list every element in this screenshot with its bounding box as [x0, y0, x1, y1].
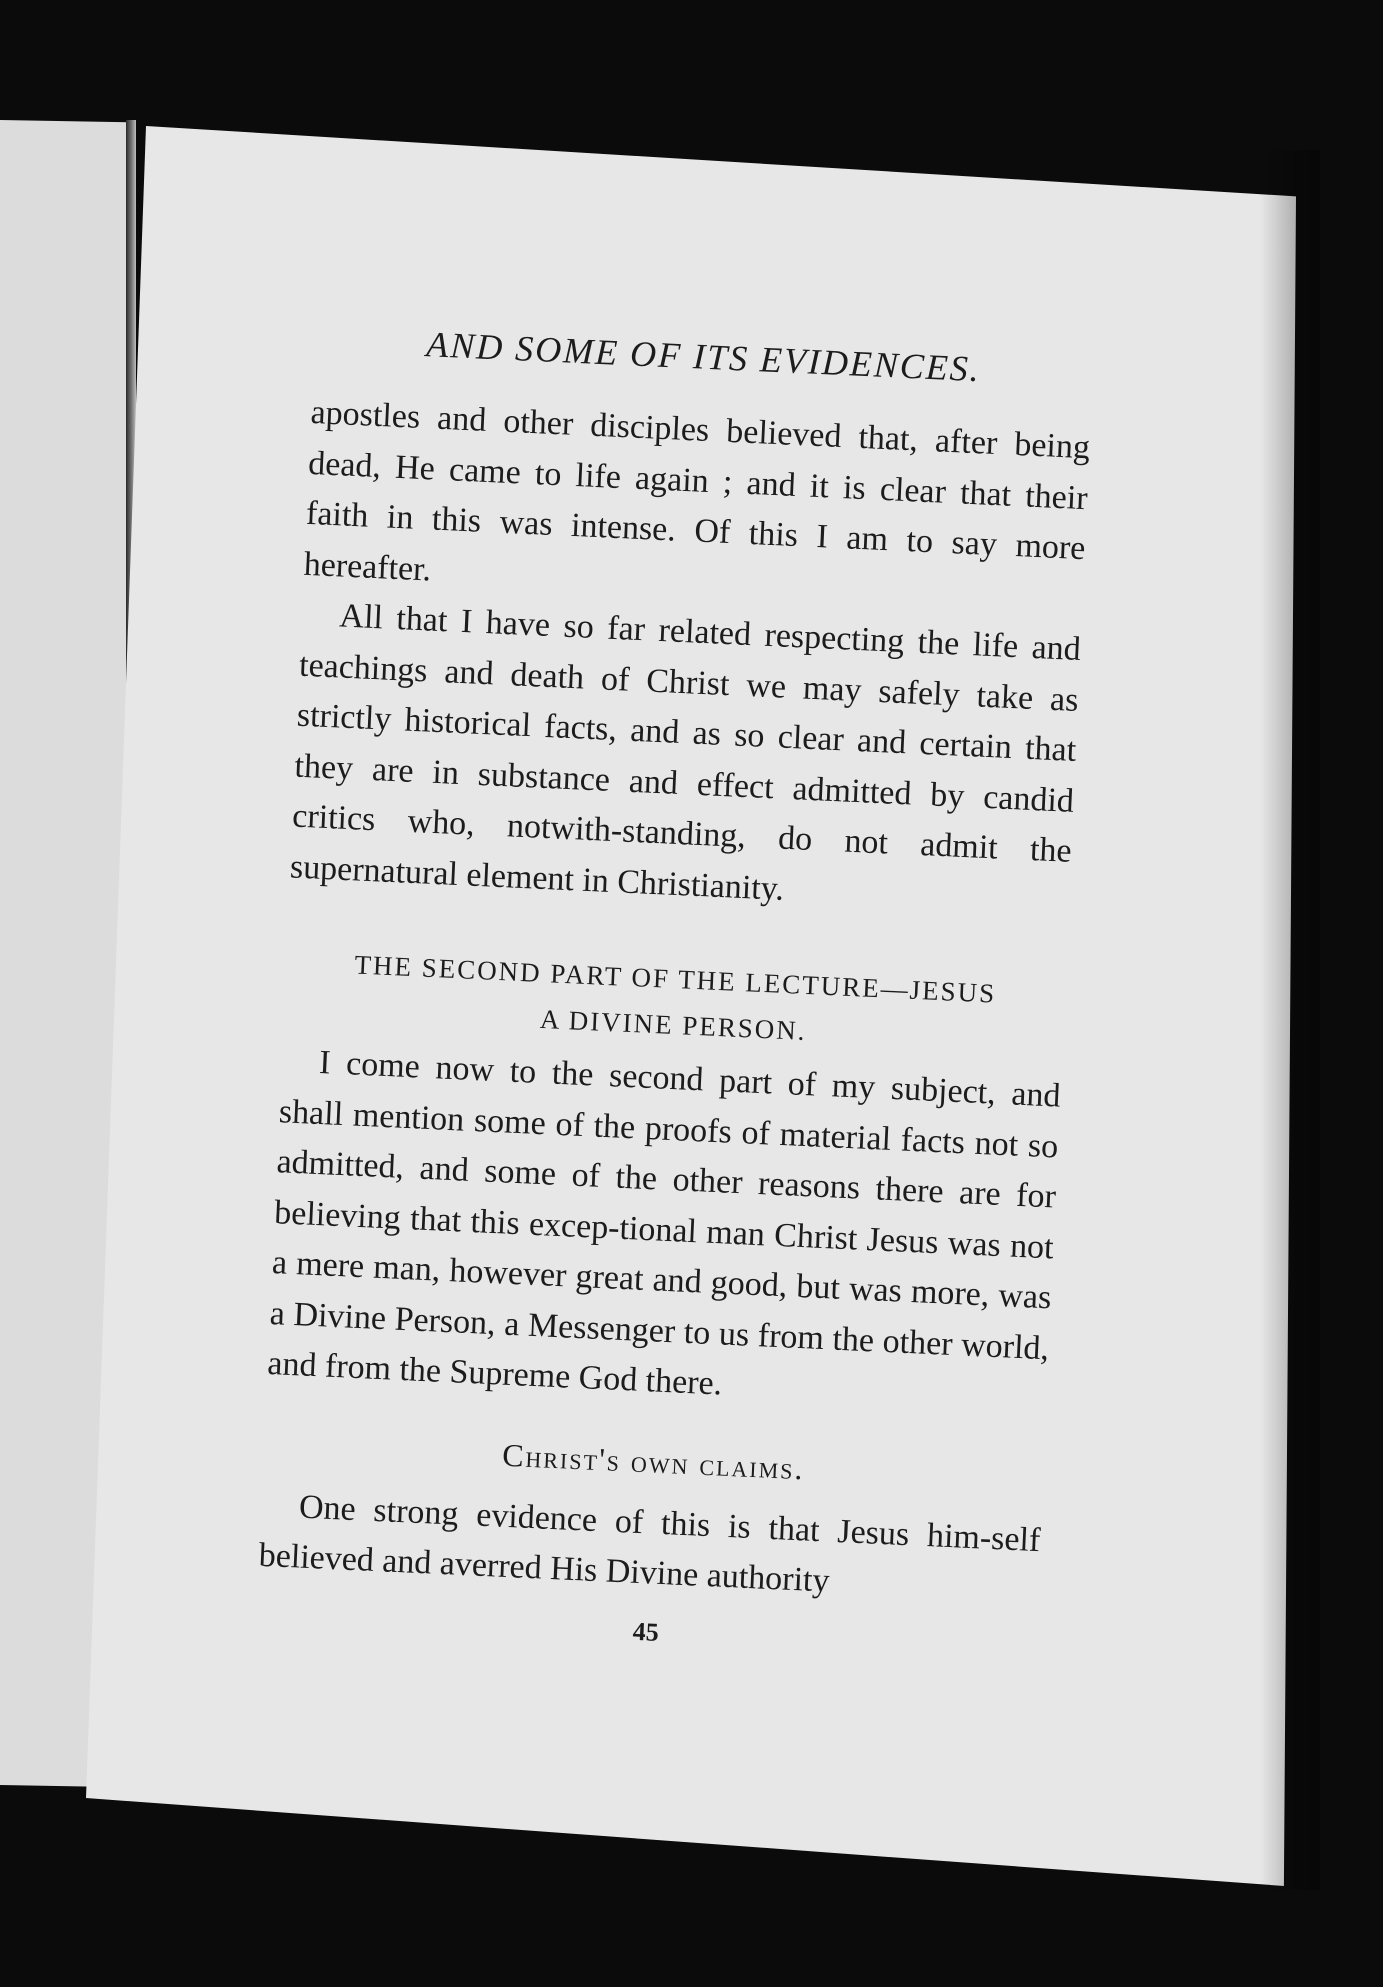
subheading: Christ's own claims. — [501, 1436, 806, 1486]
section-heading-line: A DIVINE PERSON. — [539, 1003, 808, 1047]
paragraph: One strong evidence of this is that Jesus him-self believed and averred His Divine authority — [257, 1488, 1042, 1600]
running-head: AND SOME OF ITS EVIDENCES. — [425, 324, 982, 390]
paragraph: apostles and other disciples believed that, after being dead, He came to life again ; and it is clear that their faith in this was intense. Of this I am to say more hereafter. — [303, 393, 1091, 589]
page-number: 45 — [632, 1616, 660, 1647]
page-edge-shadow — [1260, 150, 1320, 1890]
paragraph: I come now to the second part of my subject, and shall mention some of the proofs of material facts not so admitted, and some of the other reasons there are for believing that this excep-tional man Christ Jesus was not a mere man, however great and good, but was more, was a Divine Person, a Messenger to us from the other world, and from the Supreme God there. — [266, 1043, 1062, 1403]
page-text — [255, 318, 1094, 1665]
paragraph: All that I have so far related respecting the life and teachings and death of Christ we may safely take as strictly historical facts, and as so clear and certain that they are in substance and effect admitted by candid critics who, notwith-standing, do not admit the supernatural element in Christianity. — [289, 597, 1082, 908]
section-heading-line: THE SECOND PART OF THE LECTURE—JESUS — [353, 949, 997, 1009]
